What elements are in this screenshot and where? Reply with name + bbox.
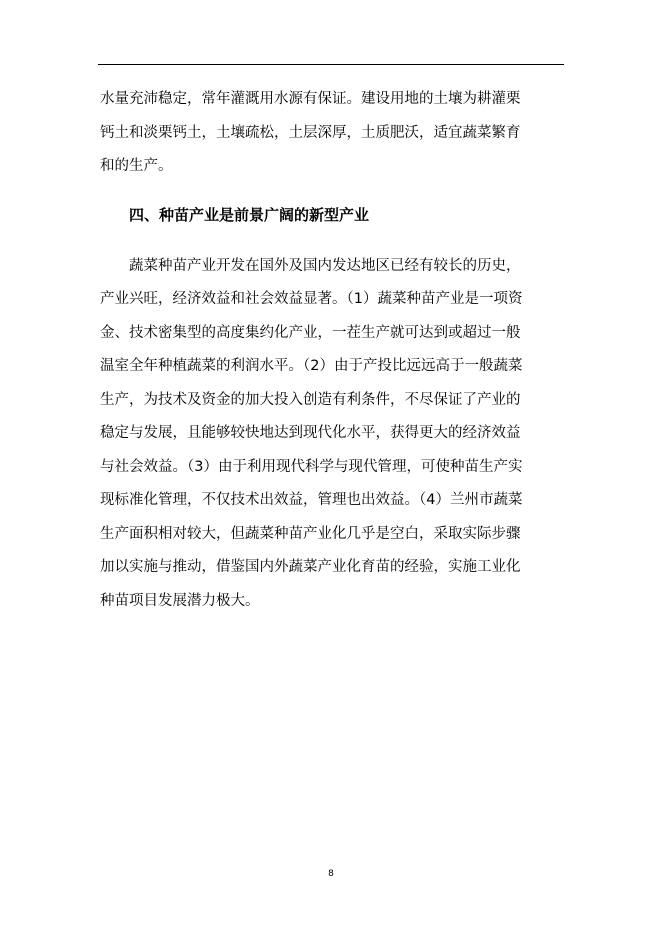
text-line: 金、技术密集型的高度集约化产业，一茬生产就可达到或超过一般	[100, 325, 521, 341]
page-number: 8	[328, 869, 334, 879]
text-line: 蔬菜种苗产业开发在国外及国内发达地区已经有较长的历史，	[129, 258, 521, 274]
text-line: 水量充沛稳定，常年灌溉用水源有保证。建设用地的土壤为耕灌栗	[100, 91, 521, 107]
text-line: 温室全年种植蔬菜的利润水平。（2）由于产投比远远高于一般蔬菜	[100, 358, 523, 374]
text-line: 产业兴旺，经济效益和社会效益显著。（1）蔬菜种苗产业是一项资	[100, 291, 523, 307]
header-rule	[98, 64, 564, 65]
text-line: 生产，为技术及资金的加大投入创造有利条件，不尽保证了产业的	[100, 392, 521, 408]
text-line: 钙土和淡栗钙土，土壤疏松，土层深厚，土质肥沃，适宜蔬菜繁育	[100, 125, 521, 141]
section-heading: 四、种苗产业是前景广阔的新型产业	[129, 206, 370, 224]
text-line: 生产面积相对较大，但蔬菜种苗产业化几乎是空白，采取实际步骤	[100, 526, 521, 542]
text-line: 和的生产。	[100, 158, 173, 174]
text-line: 加以实施与推动，借鉴国内外蔬菜产业化育苗的经验，实施工业化	[100, 559, 521, 575]
text-line: 与社会效益。（3）由于利用现代科学与现代管理，可使种苗生产实	[100, 459, 523, 475]
text-line: 稳定与发展，且能够较快地达到现代化水平，获得更大的经济效益	[100, 425, 521, 441]
text-line: 现标准化管理，不仅技术出效益，管理也出效益。（4）兰州市蔬菜	[100, 492, 523, 508]
text-line: 种苗项目发展潜力极大。	[100, 593, 260, 609]
